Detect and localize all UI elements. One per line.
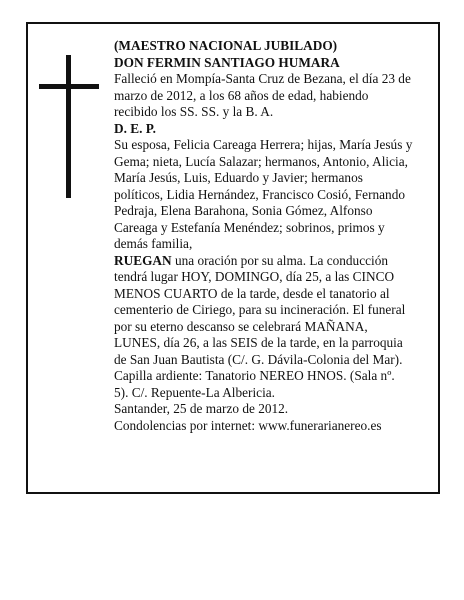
line-text: demás familia, [114, 236, 193, 251]
line-text: Santander, 25 de marzo de 2012. [114, 401, 289, 416]
cross-icon [66, 55, 71, 198]
line-text: Su esposa, Felicia Careaga Herrera; hijas, María Jesús y [114, 137, 413, 152]
line-text: (MAESTRO NACIONAL JUBILADO) [114, 38, 338, 53]
line-text: DON FERMIN SANTIAGO HUMARA [114, 54, 340, 70]
line-text: 5). C/. Repuente-La Albericia. [114, 384, 275, 400]
text-line [114, 253, 432, 270]
text-line [114, 154, 432, 171]
text-line [114, 368, 432, 385]
text-line [114, 220, 432, 237]
text-line [114, 170, 432, 187]
text-line [114, 319, 432, 336]
text-line [114, 71, 432, 88]
bold-lead: RUEGAN [114, 252, 172, 268]
text-line [114, 104, 432, 121]
cross-icon-bar [39, 84, 99, 89]
text-line [114, 187, 432, 204]
line-text: tendrá lugar HOY, DOMINGO, día 25, a las CINCO [114, 269, 395, 284]
text-line [114, 286, 432, 303]
text-line [114, 418, 432, 435]
line-text: Condolencias por internet: www.funerarianereo.es [114, 417, 382, 433]
line-text: Pedraja, Elena Barahona, Sonia Gómez, Alfonso [114, 203, 373, 218]
line-text: marzo de 2012, a los 68 años de edad, habiendo [114, 87, 369, 103]
text-line [114, 38, 432, 55]
line-text: María Jesús, Luis, Eduardo y Javier; hermanos [114, 170, 363, 185]
line-text: Gema; nieta, Lucía Salazar; hermanos, Antonio, Alicia, [114, 153, 408, 169]
line-text: Careaga y Estefanía Menéndez; sobrinos, primos y [114, 219, 385, 235]
line-text: cementerio de Ciriego, para su incineración. El funeral [114, 302, 406, 317]
text-line [114, 137, 432, 154]
text-line [114, 88, 432, 105]
line-text: políticos, Lidia Hernández, Francisco Cosió, Fernando [114, 186, 405, 202]
text-line [114, 385, 432, 402]
line-text: LUNES, día 26, a las SEIS de la tarde, en la parroquia [114, 335, 403, 350]
line-text: una oración por su alma. La conducción [171, 252, 388, 268]
text-line [114, 121, 432, 138]
line-text: MENOS CUARTO de la tarde, desde el tanatorio al [114, 285, 390, 301]
text-line [114, 55, 432, 72]
text-line [114, 203, 432, 220]
text-line [114, 302, 432, 319]
text-line [114, 352, 432, 369]
line-text: Capilla ardiente: Tanatorio NEREO HNOS. (Sala nº. [114, 368, 395, 383]
line-text: recibido los SS. SS. y la B. A. [114, 104, 274, 119]
line-text: D. E. P. [114, 120, 156, 136]
line-text: Falleció en Mompía-Santa Cruz de Bezana, el día 23 de [114, 71, 411, 86]
line-text: de San Juan Bautista (C/. G. Dávila-Colonia del Mar). [114, 351, 403, 367]
text-line [114, 401, 432, 418]
text-line [114, 269, 432, 286]
obituary-text [114, 38, 432, 434]
text-line [114, 236, 432, 253]
text-line [114, 335, 432, 352]
line-text: por su eterno descanso se celebrará MAÑANA, [114, 318, 368, 334]
